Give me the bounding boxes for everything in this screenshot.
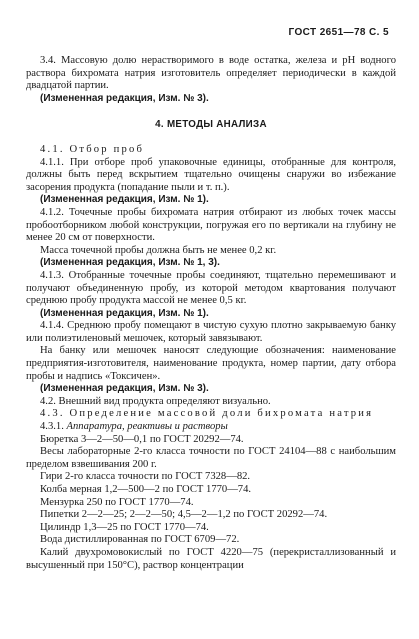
edition-note: (Измененная редакция, Изм. № 1).: [40, 194, 209, 206]
list-item: Цилиндр 1,3—25 по ГОСТ 1770—74.: [40, 521, 209, 533]
list-item: Пипетки 2—2—25; 2—2—50; 4,5—2—1,2 по ГОСТ 20292—74.: [40, 509, 328, 521]
edition-note: (Измененная редакция, Изм. № 1, 3).: [40, 257, 220, 269]
subsection-title: Аппаратура, реактивы и растворы: [66, 421, 228, 433]
edition-note: (Измененная редакция, Изм. № 3).: [40, 383, 209, 395]
subsection-number: 4.3.1.: [40, 421, 64, 433]
subsection-4-1: 4.1. Отбор проб: [40, 143, 145, 155]
paragraph-4-1-1: 4.1.1. При отборе проб упаковочные единицы, отобранные для контроля, должны быть перед вскрытием тщательно очищены снаружи во избежание засорения продукта (попадание пыли и т. п.).: [26, 156, 396, 193]
list-item: Мензурка 250 по ГОСТ 1770—74.: [40, 496, 194, 508]
list-item: Колба мерная 1,2—500—2 по ГОСТ 1770—74.: [40, 484, 252, 495]
list-item: Весы лабораторные 2-го класса точности по ГОСТ 24104—88 с наибольшим пределом взвешивания 200 г.: [26, 446, 396, 470]
section-heading: 4. МЕТОДЫ АНАЛИЗА: [155, 119, 267, 131]
list-item: Вода дистиллированная по ГОСТ 6709—72.: [40, 534, 240, 546]
paragraph-3-4: 3.4. Массовую долю нерастворимого в воде остатка, железа и pH водного раствора бихромата натрия изготовитель определяет периодически в каждой двадцатой партии.: [26, 55, 396, 92]
edition-note: (Измененная редакция, Изм. № 1).: [40, 307, 209, 319]
list-item: Калий двухромовокислый по ГОСТ 4220—75 (перекристаллизованный и высушенный при 150°С), раствор концентрации: [26, 546, 396, 571]
paragraph-4-1-2: 4.1.2. Точечные пробы бихромата натрия отбирают из любых точек массы пробоотборником любой конструкции, погружая его по вертикали на глубину не менее 20 см от поверхности.: [26, 206, 396, 244]
paragraph-4-2: 4.2. Внешний вид продукта определяют визуально.: [40, 395, 271, 407]
subsection-4-3-1: [26, 421, 396, 434]
paragraph-4-1-4: 4.1.4. Среднюю пробу помещают в чистую сухую плотно закрываемую банку или полиэтиленовый мешочек, который завязывают.: [26, 320, 396, 344]
page-header: ГОСТ 2651—78 С. 5: [288, 27, 389, 38]
paragraph-mass: Масса точечной пробы должна быть не менее 0,2 кг.: [40, 244, 277, 256]
subsection-4-3: 4.3. Определение массовой доли бихромата натрия: [40, 408, 374, 420]
paragraph-4-1-3: 4.1.3. Отобранные точечные пробы соединяют, тщательно перемешивают и получают объединенную пробу, из которой методом квартования получают среднюю пробу продукта массой не менее 0,5 кг.: [26, 269, 396, 307]
list-item: Бюретка 3—2—50—0,1 по ГОСТ 20292—74.: [40, 433, 244, 445]
list-item: Гири 2-го класса точности по ГОСТ 7328—82.: [40, 471, 251, 483]
paragraph-label: На банку или мешочек наносят следующие обозначения: наименование предприятия-изготовителя, наименование продукта, номер партии, дату отбора пробы и надпись «Токсичен».: [26, 345, 396, 382]
edition-note: (Измененная редакция, Изм. № 3).: [40, 92, 209, 104]
document-body: [26, 55, 396, 572]
